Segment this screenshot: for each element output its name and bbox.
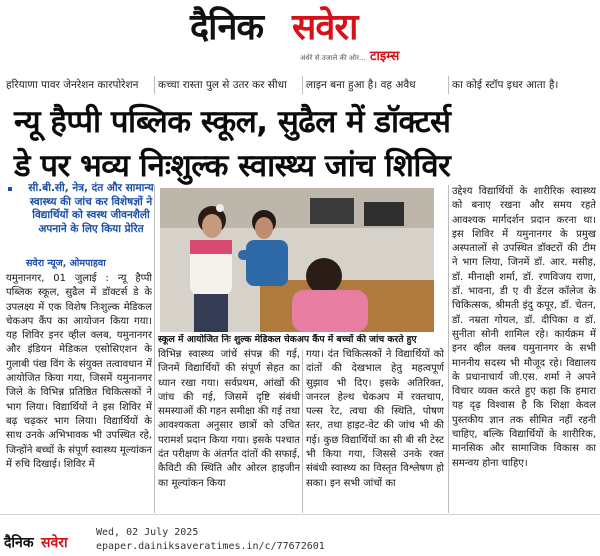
headline-line-2: डे पर भव्य निःशुल्क स्वास्थ्य जांच शिविर (14, 148, 451, 184)
photo-illustration (160, 188, 434, 332)
strip-divider (302, 76, 303, 94)
strip-divider (154, 76, 155, 94)
masthead-logo-times: टाइम्स (370, 49, 400, 64)
headline-line-1: न्यू हैप्पी पब्लिक स्कूल, सुढैल में डॉक्टर्स (14, 104, 451, 140)
photo-caption: स्कूल में आयोजित निः शुल्क मेडिकल चेकअप कैंप में बच्चों की जांच करते हुए (158, 334, 417, 345)
article-column-4: उद्देश्य विद्यार्थियों के शारीरिक स्वास्थ्य को बनाए रखना और समय रहते आवश्यक मार्गदर्शन प्रदान करना था। इस शिविर में यमुनानगर के प्रमुख अस्पतालों से उपस्थित डॉक्टरों की टीम ने भाग लिया, जिनमें डॉ. आर. मसीह, डॉ. मीनाक्षी शर्मा, डॉ. रणविजय राणा, डॉ. भावना, डी ए वी डेंटल कॉलेज के चिकित्सक, श्रीमती इंदु कपूर, डॉ. चेतन, डॉ. नम्रता गोयल, डॉ. दीपिका व डॉ. सुनीता सोनी शामिल रहे। कार्यक्रम में इनर व्हील क्लब यमुनानगर के सभी माननीय सदस्य भी मौजूद रहे। विद्यालय के प्रधानाचार्य जी.एस. शर्मा ने अपने विचार व्यक्त करते हुए कहा कि हमारा यह दृढ़ विश्वास है कि शिक्षा केवल पुस्तकीय ज्ञान तक सीमित नहीं रहनी चाहिए, बल्कि विद्यार्थियों के शारीरिक, मानसिक और सामाजिक विकास का समन्वय होना चाहिए। (452, 186, 596, 469)
column-divider (154, 185, 155, 513)
article-byline: सवेरा न्यूज, ओमपाहवा (26, 258, 106, 269)
article-column-1: यमुनानगर, 01 जुलाई : न्यू हैप्पी पब्लिक स्कूल, सुढैल में डॉक्टर्स डे के उपलक्ष्य में एक विशेष निःशुल्क मेडिकल चेकअप कैंप का आयोजन किया गया। यह शिविर इनर व्हील क्लब, यमुनानगर और इंडियन मेडिकल एसोसिएशन के गुलाबी पंख विंग के संयुक्त तत्वावधान में आयोजित किया गया, जिसमें यमुनानगर जिले के विभिन्न प्रतिष्ठित चिकित्सकों ने भाग लिया। विद्यार्थियों ने इस शिविर में बढ़ चढ़कर भाग लिया। विद्यार्थियों के साथ उनके अभिभावक भी उपस्थित रहे, जिन्होंने बच्चों के संपूर्ण स्वास्थ्य मूल्यांकन में रुचि दिखाई। शिविर में (6, 273, 152, 470)
strip-col1: हरियाणा पावर जेनरेशन कारपोरेशन (6, 79, 139, 91)
footer-date: Wed, 02 July 2025 (96, 527, 199, 538)
column-divider (448, 185, 449, 513)
masthead-tagline: अंधेरे से उजाले की ओर... (300, 54, 366, 62)
masthead-logo-dainik: दैनिक (190, 7, 264, 48)
article-column-3: गया। दंत चिकित्सकों ने विद्यार्थियों को दांतों की देखभाल हेतु महत्वपूर्ण सुझाव भी दिए। इसके अतिरिक्त, जनरल हेल्थ चेकअप में रक्तचाप, पल्स रेट, त्वचा की स्थिति, पोषण स्तर, तथा हाइट-वेट की जांच भी की गई। कुछ विद्यार्थियों का सी बी सी टेस्ट भी किया गया, जिससे उनके रक्त संबंधी स्वास्थ्य का विस्तृत विश्लेषण हो सका। इन सभी जांचों का (306, 349, 444, 489)
article-column-2: विभिन्न स्वास्थ्य जांचें संपन्न की गई, जिनमें विद्यार्थियों की संपूर्ण सेहत का ध्यान रखा गया। सर्वप्रथम, आंखों की जांच की गई, जिसमें दृष्टि संबंधी समस्याओं की गहन समीक्षा की गई तथा आवश्यकता अनुसार छात्रों को उचित परामर्श प्रदान किया गया। इसके पश्चात दंत परीक्षण के अंतर्गत दांतों की सफाई, कैविटी की स्थिति और ओरल हाइजीन का मूल्यांकन किया (158, 349, 300, 489)
masthead-logo-savera: सवेरा (292, 7, 358, 48)
article-highlight: सी.बी.सी, नेत्र, दंत और सामान्य स्वास्थ्य की जांच कर विशेषज्ञों ने विद्यार्थियों को स्वस्थ जीवनशैली अपनाने के लिए किया प्रेरित (28, 182, 154, 235)
footer-logo-savera: सवेरा (41, 535, 68, 551)
footer-epaper-link[interactable]: epaper.dainiksaveratimes.in/c/77672601 (96, 541, 325, 552)
column-divider (302, 350, 303, 513)
article-photo (160, 188, 434, 332)
strip-col2: कच्चा रास्ता पुल से उतर कर सीधा (158, 79, 287, 91)
strip-col4: का कोई स्टॉप इधर आता है। (452, 79, 559, 91)
footer-logo-dainik: दैनिक (4, 535, 34, 551)
strip-col3: लाइन बना हुआ है। वह अवैध (306, 79, 416, 91)
highlight-bullet-icon (8, 187, 12, 191)
strip-divider (448, 76, 449, 94)
